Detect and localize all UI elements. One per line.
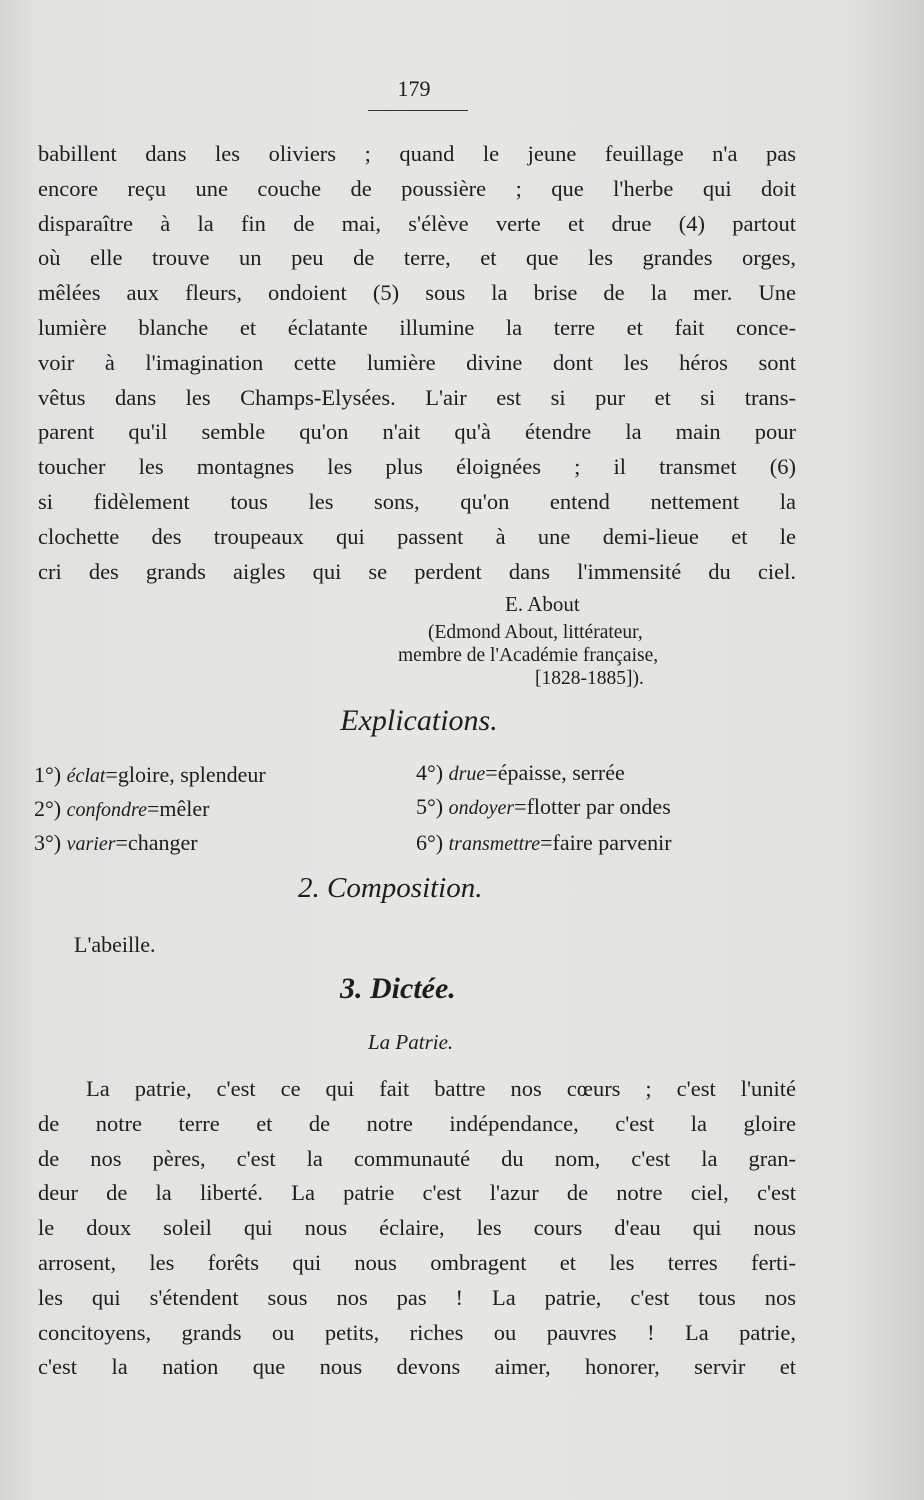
author-signature: E. About (505, 592, 580, 616)
explication-item (34, 762, 266, 788)
explication-number: 3°) (34, 830, 62, 855)
explication-word: varier (66, 833, 116, 855)
explication-number: 1°) (34, 762, 62, 787)
explication-definition: =changer (115, 830, 198, 855)
text-line: disparaître à la fin de mai, s'élève verte et drue (4) partout (38, 210, 796, 236)
text-line: lumière blanche et éclatante illumine la terre et fait conce- (38, 314, 796, 340)
text-line: de notre terre et de notre indépendance, c'est la gloire (38, 1110, 796, 1136)
text-line: mêlées aux fleurs, ondoient (5) sous la brise de la mer. Une (38, 280, 796, 306)
text-line: où elle trouve un peu de terre, et que les grandes orges, (38, 245, 796, 271)
composition-heading: 2. Composition. (298, 872, 483, 904)
text-line: vêtus dans les Champs-Elysées. L'air est si pur et si trans- (38, 384, 796, 410)
text-line: cri des grands aigles qui se perdent dans l'immensité du ciel. (38, 558, 796, 584)
explication-word: transmettre (448, 833, 541, 855)
explications-heading: Explications. (340, 704, 498, 737)
author-info-line: (Edmond About, littérateur, (428, 622, 643, 643)
text-paragraph-about (38, 137, 796, 589)
text-line: babillent dans les oliviers ; quand le jeune feuillage n'a pas (38, 141, 796, 166)
explication-item (34, 830, 198, 856)
text-line: clochette des troupeaux qui passent à une demi-lieue et le (38, 523, 796, 549)
explication-word: drue (448, 763, 486, 785)
composition-subject: L'abeille. (74, 932, 156, 957)
page-number: 179 (397, 76, 431, 101)
explication-item (416, 830, 672, 856)
explication-number: 4°) (416, 760, 444, 785)
explication-number: 6°) (416, 830, 444, 855)
explication-word: ondoyer (448, 797, 515, 819)
explication-definition: =mêler (146, 796, 210, 821)
explication-word: éclat (66, 765, 106, 787)
text-line: si fidèlement tous les sons, qu'on entend nettement la (38, 488, 796, 514)
text-line: de nos pères, c'est la communauté du nom, c'est la gran- (38, 1145, 796, 1171)
explication-number: 2°) (34, 796, 62, 821)
text-line: deur de la liberté. La patrie c'est l'azur de notre ciel, c'est (38, 1180, 796, 1206)
text-line: voir à l'imagination cette lumière divine dont les héros sont (38, 349, 796, 375)
dictee-subtitle: La Patrie. (368, 1030, 454, 1054)
explication-item (416, 794, 671, 820)
explication-word: confondre (66, 799, 147, 821)
dictee-heading: 3. Dictée. (340, 972, 456, 1005)
text-line: La patrie, c'est ce qui fait battre nos cœurs ; c'est l'unité (86, 1076, 796, 1101)
text-paragraph-patrie (38, 1072, 796, 1385)
text-line: concitoyens, grands ou petits, riches ou pauvres ! La patrie, (38, 1319, 796, 1345)
text-line: encore reçu une couche de poussière ; que l'herbe qui doit (38, 175, 796, 201)
author-info-line: membre de l'Académie française, (398, 645, 659, 666)
explication-item (34, 796, 209, 822)
text-line: les qui s'étendent sous nos pas ! La patrie, c'est tous nos (38, 1284, 796, 1310)
explication-item (416, 760, 625, 786)
explication-definition: =épaisse, serrée (485, 760, 625, 785)
text-line: arrosent, les forêts qui nous ombragent et les terres ferti- (38, 1249, 796, 1275)
explication-definition: =gloire, splendeur (105, 762, 266, 787)
explication-definition: =faire parvenir (540, 830, 672, 855)
text-line: le doux soleil qui nous éclaire, les cours d'eau qui nous (38, 1215, 796, 1241)
page-number-rule (368, 110, 468, 111)
explication-definition: =flotter par ondes (514, 794, 671, 819)
text-line: toucher les montagnes les plus éloignées ; il transmet (6) (38, 454, 796, 480)
author-info-line: [1828-1885]). (535, 668, 644, 689)
text-line: parent qu'il semble qu'on n'ait qu'à étendre la main pour (38, 419, 796, 445)
text-line: c'est la nation que nous devons aimer, honorer, servir et (38, 1354, 796, 1380)
explication-number: 5°) (416, 794, 444, 819)
